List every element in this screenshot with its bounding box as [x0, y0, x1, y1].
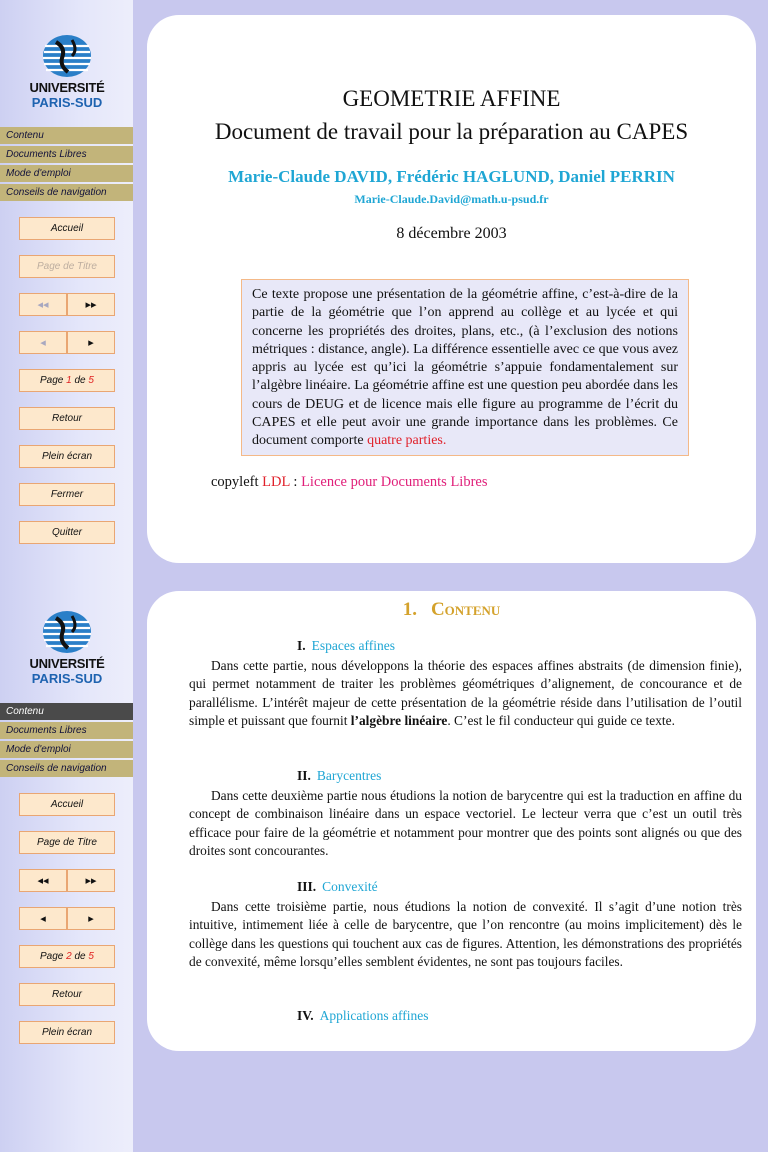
- current-page-number: 1: [66, 375, 72, 386]
- copyleft-line: [211, 474, 488, 491]
- part-number: I.: [297, 638, 306, 653]
- page-label: Page: [40, 951, 64, 962]
- navigation-menu: [0, 703, 133, 779]
- part-text-end: . C’est le fil conducteur qui guide ce texte.: [447, 713, 675, 729]
- part-heading: [297, 768, 381, 784]
- menu-item-contenu[interactable]: Contenu: [0, 703, 133, 720]
- quatre-parties-link[interactable]: quatre parties.: [367, 433, 447, 449]
- abstract-box: [241, 279, 689, 456]
- page-label: Page: [40, 375, 64, 386]
- menu-item-contenu[interactable]: Contenu: [0, 127, 133, 144]
- accueil-button[interactable]: Accueil: [19, 793, 115, 816]
- fermer-button[interactable]: Fermer: [19, 483, 115, 506]
- retour-button[interactable]: Retour: [19, 407, 115, 430]
- menu-item-documents-libres[interactable]: Documents Libres: [0, 146, 133, 163]
- document-title: GEOMETRIE AFFINE: [342, 86, 561, 111]
- first-page-icon[interactable]: ◂◂: [19, 293, 67, 316]
- part-heading: [297, 638, 395, 654]
- abstract-text: Ce texte propose une présentation de la géométrie affine, c’est-à-dire de la partie de la géométrie que l’on apprend au collège et au lycée et qui concerne les propriétés des droites, plans, etc., (à l’exclusion des notions métriques : distance, angle). La différence essentielle avec ce que vous avez appris au lycée est qu’ici la géométrie s’appuie fondamentalement sur l’algèbre linéaire. La géométrie affine est une question peu abordée dans les cours de DEUG et de licence mais elle figure au programme de l’écrit du CAPES et elle peut avoir une grande importance dans les problèmes. Ce document comporte: [252, 287, 678, 449]
- section-title: Contenu: [430, 599, 501, 620]
- author-email-link[interactable]: Marie-Claude.David@math.u-psud.fr: [354, 192, 549, 206]
- first-last-buttons: [19, 869, 115, 892]
- espaces-affines-link[interactable]: Espaces affines: [311, 638, 395, 653]
- university-logo[interactable]: [26, 606, 108, 688]
- document-subtitle: Document de travail pour la préparation au CAPES: [214, 119, 689, 144]
- algebre-lineaire-emphasis: l’algèbre linéaire: [350, 713, 448, 729]
- last-page-icon[interactable]: ▸▸: [67, 869, 115, 892]
- sidebar: [0, 576, 133, 1152]
- ldl-link[interactable]: LDL: [262, 474, 290, 490]
- prev-next-buttons: [19, 907, 115, 930]
- licence-link[interactable]: Licence pour Documents Libres: [301, 474, 488, 490]
- logo-university-text: UNIVERSITÉ: [29, 80, 105, 95]
- part-text: Dans cette deuxième partie nous étudions la notion de barycentre qui est la traduction en affine du concept de combinaison linéaire dans un espace vectoriel. Le lecteur verra que c’est un outil très efficace pour faire de la géométrie et notamment pour montrer que des points sont alignés ou que des droites sont concourantes.: [189, 788, 742, 859]
- menu-item-mode-emploi[interactable]: Mode d'emploi: [0, 165, 133, 182]
- copyleft-text: copyleft: [211, 474, 263, 490]
- sidebar: [0, 0, 133, 576]
- part-description: [189, 898, 742, 972]
- part-description: [189, 787, 742, 861]
- part-number: II.: [297, 768, 311, 783]
- page-indicator: [19, 945, 115, 968]
- previous-page-icon[interactable]: ◂: [19, 907, 67, 930]
- page-de-titre-button[interactable]: Page de Titre: [19, 831, 115, 854]
- total-pages-number: 5: [88, 951, 94, 962]
- of-label: de: [74, 375, 86, 386]
- retour-button[interactable]: Retour: [19, 983, 115, 1006]
- navigation-menu: [0, 127, 133, 203]
- previous-page-icon[interactable]: ◂: [19, 331, 67, 354]
- section-number: 1.: [402, 599, 417, 620]
- first-last-buttons: [19, 293, 115, 316]
- globe-logo-icon: [42, 610, 92, 654]
- logo-university-text: UNIVERSITÉ: [29, 656, 105, 671]
- menu-item-conseils-navigation[interactable]: Conseils de navigation: [0, 184, 133, 201]
- globe-logo-icon: [42, 34, 92, 78]
- barycentres-link[interactable]: Barycentres: [316, 768, 382, 783]
- plein-ecran-button[interactable]: Plein écran: [19, 1021, 115, 1044]
- first-page-icon[interactable]: ◂◂: [19, 869, 67, 892]
- document-date: 8 décembre 2003: [396, 225, 507, 242]
- part-number: IV.: [297, 1008, 314, 1023]
- next-page-icon[interactable]: ▸: [67, 907, 115, 930]
- menu-item-mode-emploi[interactable]: Mode d'emploi: [0, 741, 133, 758]
- page-indicator: [19, 369, 115, 392]
- menu-item-documents-libres[interactable]: Documents Libres: [0, 722, 133, 739]
- university-logo[interactable]: [26, 30, 108, 112]
- section-heading: [147, 599, 756, 621]
- page-de-titre-button[interactable]: Page de Titre: [19, 255, 115, 278]
- current-page-number: 2: [66, 951, 72, 962]
- part-text: Dans cette troisième partie, nous étudions la notion de convexité. Il s’agit d’une notion très intuitive, intimement liée à celle de barycentre, que l’on rencontre (au moins implicitement) dès le collège dans les questions qui touchent aux cas de figures. Attention, les démonstrations des propriétés de convexité, même lorsqu’elles semblent évidentes, ne sont pas toujours faciles.: [189, 899, 742, 970]
- plein-ecran-button[interactable]: Plein écran: [19, 445, 115, 468]
- copyleft-separator: :: [289, 474, 302, 490]
- next-page-icon[interactable]: ▸: [67, 331, 115, 354]
- logo-paris-sud-text: PARIS-SUD: [31, 671, 103, 686]
- title-page-panel: [147, 15, 756, 563]
- part-number: III.: [297, 879, 317, 894]
- convexite-link[interactable]: Convexité: [322, 879, 378, 894]
- accueil-button[interactable]: Accueil: [19, 217, 115, 240]
- part-heading: [297, 879, 378, 895]
- part-description: [189, 657, 742, 731]
- part-text: Dans cette partie, nous développons la théorie des espaces affines abstraits (de dimension finie), qui permet notamment de traiter les problèmes géométriques d’alignement, de concourance et de parallélisme. L’intérêt majeur de cette présentation de la géométrie réside dans l’utilisation de l’outil simple et puissant que fournit: [189, 658, 742, 729]
- prev-next-buttons: [19, 331, 115, 354]
- of-label: de: [74, 951, 86, 962]
- quitter-button[interactable]: Quitter: [19, 521, 115, 544]
- logo-paris-sud-text: PARIS-SUD: [31, 95, 103, 110]
- authors: Marie-Claude DAVID, Frédéric HAGLUND, Daniel PERRIN: [228, 167, 675, 186]
- last-page-icon[interactable]: ▸▸: [67, 293, 115, 316]
- contents-page-panel: [147, 591, 756, 1051]
- part-heading: [297, 1008, 429, 1024]
- applications-affines-link[interactable]: Applications affines: [319, 1008, 429, 1023]
- total-pages-number: 5: [88, 375, 94, 386]
- menu-item-conseils-navigation[interactable]: Conseils de navigation: [0, 760, 133, 777]
